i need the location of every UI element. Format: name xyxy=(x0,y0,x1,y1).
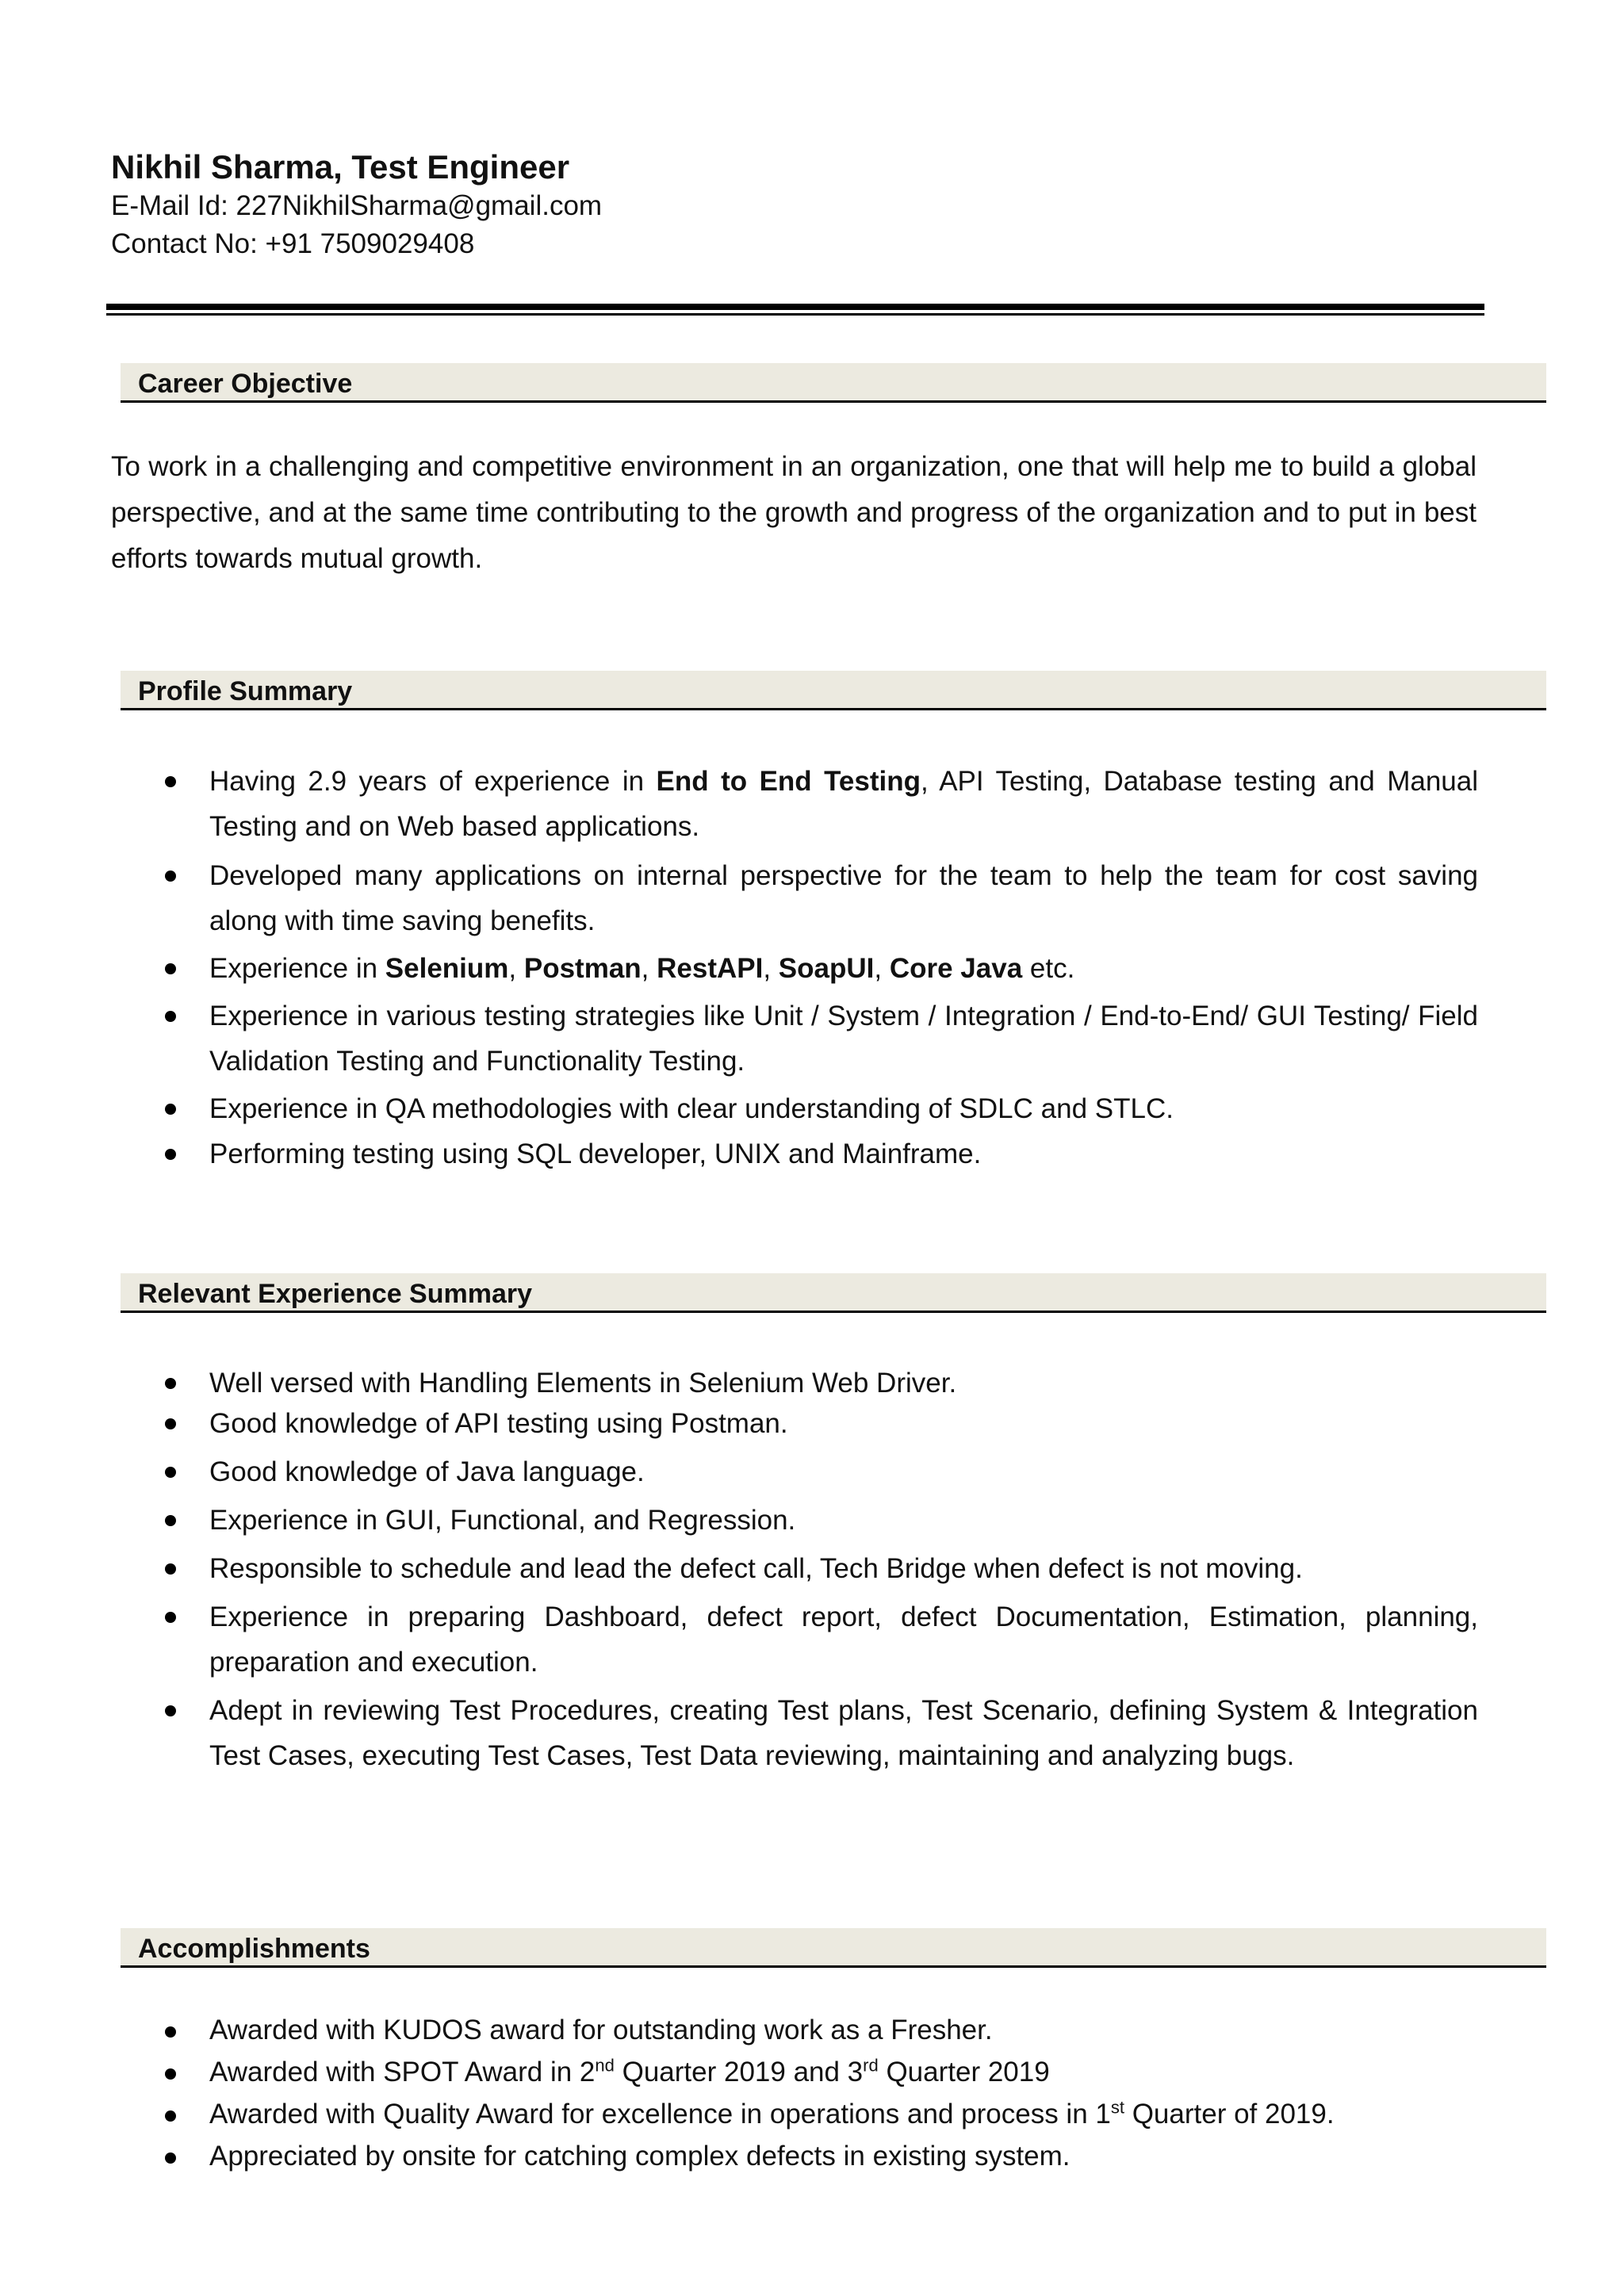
section-header-profile-summary xyxy=(121,671,1546,710)
bullet-icon xyxy=(165,2068,176,2080)
list-item: Experience in QA methodologies with clear understanding of SDLC and STLC. xyxy=(0,1086,1478,1131)
bullet-icon xyxy=(165,1378,176,1389)
header-divider-thick xyxy=(106,304,1484,310)
section-title: Relevant Experience Summary xyxy=(138,1279,533,1309)
accomplishments-list xyxy=(0,2009,1624,2177)
bullet-icon xyxy=(165,871,176,882)
list-item: Awarded with KUDOS award for outstanding work as a Fresher. xyxy=(0,2009,1478,2051)
bullet-icon xyxy=(165,1467,176,1478)
section-header-career-objective xyxy=(121,363,1546,403)
list-item: Well versed with Handling Elements in Selenium Web Driver. xyxy=(0,1360,1478,1406)
bullet-icon xyxy=(165,1515,176,1526)
bullet-icon xyxy=(165,1612,176,1623)
list-item: Adept in reviewing Test Procedures, creating Test plans, Test Scenario, defining System & Integration Test Cases, executing Test Cases, Test Data reviewing, maintaining and analyzing bugs. xyxy=(0,1688,1478,1778)
resume-header xyxy=(111,147,602,263)
contact-line: Contact No: +91 7509029408 xyxy=(111,228,475,259)
list-item: Experience in preparing Dashboard, defect report, defect Documentation, Estimation, planning, preparation and execution. xyxy=(0,1594,1478,1685)
list-item: Awarded with SPOT Award in 2nd Quarter 2019 and 3rd Quarter 2019 xyxy=(0,2051,1478,2093)
candidate-name: Nikhil Sharma, Test Engineer xyxy=(111,148,570,186)
list-item: Having 2.9 years of experience in End to End Testing, API Testing, Database testing and Manual Testing and on Web based applications. xyxy=(0,759,1478,849)
career-objective-text: To work in a challenging and competitive environment in an organization, one that will help me to build a global perspective, and at the same time contributing to the growth and progress of the organization and to put in best efforts towards mutual growth. xyxy=(111,451,1477,574)
section-title: Accomplishments xyxy=(138,1934,370,1964)
list-item: Experience in GUI, Functional, and Regression. xyxy=(0,1498,1478,1543)
list-item: Good knowledge of Java language. xyxy=(0,1449,1478,1494)
bullet-icon xyxy=(165,1563,176,1575)
relevant-experience-list xyxy=(0,1360,1624,1778)
list-item: Developed many applications on internal perspective for the team to help the team for cost saving along with time saving benefits. xyxy=(0,853,1478,943)
section-title: Career Objective xyxy=(138,369,353,399)
header-divider-thin xyxy=(106,313,1484,316)
section-header-relevant-experience xyxy=(121,1273,1546,1313)
bullet-icon xyxy=(165,1705,176,1716)
list-item: Appreciated by onsite for catching complex defects in existing system. xyxy=(0,2135,1478,2177)
bullet-icon xyxy=(165,1011,176,1022)
profile-summary-list xyxy=(0,759,1624,1177)
section-header-accomplishments xyxy=(121,1928,1546,1968)
list-item: Responsible to schedule and lead the defect call, Tech Bridge when defect is not moving. xyxy=(0,1546,1478,1591)
bullet-icon xyxy=(165,2026,176,2038)
list-item: Performing testing using SQL developer, UNIX and Mainframe. xyxy=(0,1131,1478,1177)
bullet-icon xyxy=(165,1104,176,1115)
bullet-icon xyxy=(165,2152,176,2164)
bullet-icon xyxy=(165,1149,176,1160)
bullet-icon xyxy=(165,1418,176,1429)
bullet-icon xyxy=(165,776,176,787)
email-line: E-Mail Id: 227NikhilSharma@gmail.com xyxy=(111,190,603,221)
list-item: Awarded with Quality Award for excellence in operations and process in 1st Quarter of 2019. xyxy=(0,2093,1478,2135)
section-title: Profile Summary xyxy=(138,676,353,706)
list-item: Good knowledge of API testing using Postman. xyxy=(0,1401,1478,1446)
list-item: Experience in Selenium, Postman, RestAPI, SoapUI, Core Java etc. xyxy=(0,946,1478,991)
list-item: Experience in various testing strategies like Unit / System / Integration / End-to-End/ GUI Testing/ Field Validation Testing and Functionality Testing. xyxy=(0,993,1478,1084)
bullet-icon xyxy=(165,2110,176,2122)
bullet-icon xyxy=(165,963,176,974)
